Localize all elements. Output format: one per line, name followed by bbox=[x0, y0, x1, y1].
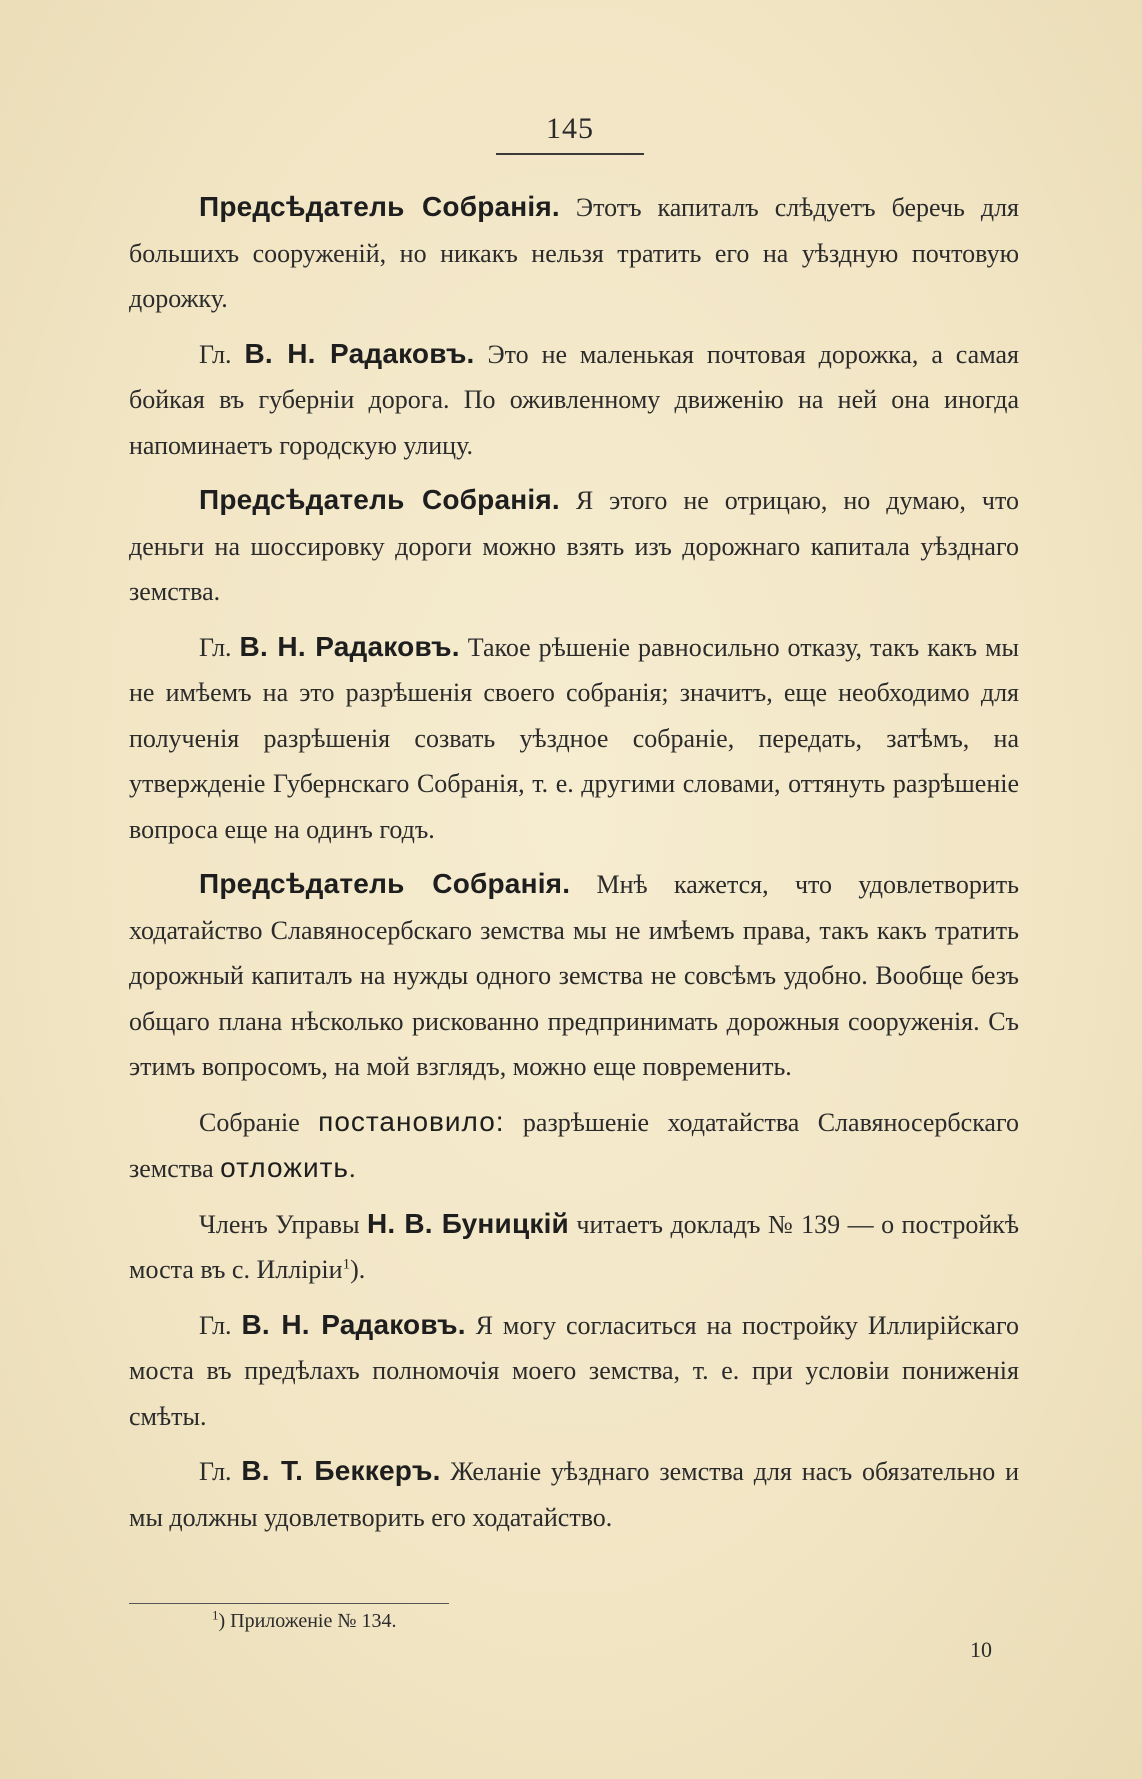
speaker-name: Предсѣдатель Собранія. bbox=[199, 484, 560, 515]
paragraph bbox=[129, 184, 1019, 322]
paragraph-text: ). bbox=[350, 1255, 366, 1284]
body-text bbox=[129, 184, 1019, 1549]
footnote bbox=[212, 1607, 397, 1633]
speaker-name: В. Н. Радаковъ. bbox=[241, 1308, 466, 1340]
page-number-rule bbox=[496, 153, 644, 155]
speaker-title: Гл. bbox=[199, 1457, 242, 1486]
speaker-name: Предсѣдатель Собранія. bbox=[199, 868, 571, 899]
paragraph-text: разрѣшеніе ходатайства Славяносербскаго земства bbox=[129, 1107, 1019, 1183]
speaker-name: В. Т. Беккеръ. bbox=[241, 1455, 441, 1486]
speaker-name: В. Н. Радаковъ. bbox=[244, 337, 475, 369]
speaker-title: Членъ Управы bbox=[199, 1209, 368, 1239]
speaker-name: Предсѣдатель Собранія. bbox=[199, 191, 560, 222]
signature-mark: 10 bbox=[970, 1637, 992, 1662]
speaker-title: Гл. bbox=[199, 632, 240, 662]
paragraph-text: Это не маленькая почтовая дорожка, а самая бойкая въ губерніи дорога. По оживленному движенію на ней она иногда напоминаетъ городскую улицу. bbox=[129, 339, 1019, 460]
paragraph-text: Мнѣ кажется, что удовлетворить ходатайство Славяносербскаго земства мы не имѣемъ права, такъ какъ тратить дорожный капиталъ на нужды одного земства не совсѣмъ удобно. Вообще безъ общаго плана нѣсколько рискованно предпринимать дорожныя сооруженія. Съ этимъ вопросомъ, на мой взглядъ, можно еще повременить. bbox=[129, 870, 1020, 1081]
paragraph bbox=[129, 861, 1019, 1090]
page-number: 145 bbox=[546, 112, 594, 145]
paragraph bbox=[129, 1448, 1019, 1540]
paragraph-text: Собраніе bbox=[199, 1107, 319, 1137]
paragraph-text: Такое рѣшеніе равносильно отказу, такъ какъ мы не имѣемъ на это разрѣшенія своего собранія; значитъ, еще необходимо для полученія разрѣшенія созвать уѣздное собраніе, передать, затѣмъ, на утвержденіе Губернскаго Собранія, т. е. другими словами, оттянуть разрѣшеніе вопроса еще на одинъ годъ. bbox=[129, 632, 1019, 844]
paragraph bbox=[129, 624, 1019, 853]
paragraph bbox=[129, 331, 1019, 469]
paragraph-text: Желаніе уѣзднаго земства для насъ обязательно и мы должны удовлетворить его ходатайство. bbox=[129, 1457, 1019, 1532]
paragraph bbox=[129, 1201, 1019, 1293]
paragraph-text: Я могу согласиться на постройку Иллирійскаго моста въ предѣлахъ полномочія моего земства, т. е. при условіи пониженія смѣты. bbox=[129, 1310, 1019, 1431]
paragraph bbox=[129, 477, 1019, 615]
paragraph-text: читаетъ докладъ № 139 — о постройкѣ моста въ с. Илліріи bbox=[129, 1209, 1020, 1284]
paragraph-text: Этотъ капиталъ слѣдуетъ беречь для большихъ сооруженій, но никакъ нельзя тратить его на уѣздную почтовую дорожку. bbox=[129, 193, 1019, 313]
speaker-title: Гл. bbox=[199, 1310, 242, 1340]
footnote-rule bbox=[129, 1603, 449, 1604]
paragraph bbox=[129, 1302, 1019, 1440]
resolution-paragraph bbox=[129, 1099, 1019, 1192]
speaker-title: Гл. bbox=[199, 339, 245, 369]
paragraph-text: Я этого не отрицаю, но думаю, что деньги на шоссировку дороги можно взять изъ дорожнаго капитала уѣзднаго земства. bbox=[129, 486, 1019, 606]
footnote-reference: 1 bbox=[342, 1256, 351, 1273]
speaker-name: В. Н. Радаковъ. bbox=[239, 630, 460, 662]
speaker-name: Н. В. Буницкій bbox=[367, 1207, 569, 1239]
paragraph-text: . bbox=[349, 1154, 356, 1183]
resolution-decision: отложить bbox=[220, 1152, 349, 1183]
footnote-mark: 1 bbox=[212, 1607, 219, 1623]
resolution-keyword: постановило: bbox=[318, 1105, 505, 1137]
footnote-text: ) Приложеніе № 134. bbox=[218, 1610, 397, 1632]
